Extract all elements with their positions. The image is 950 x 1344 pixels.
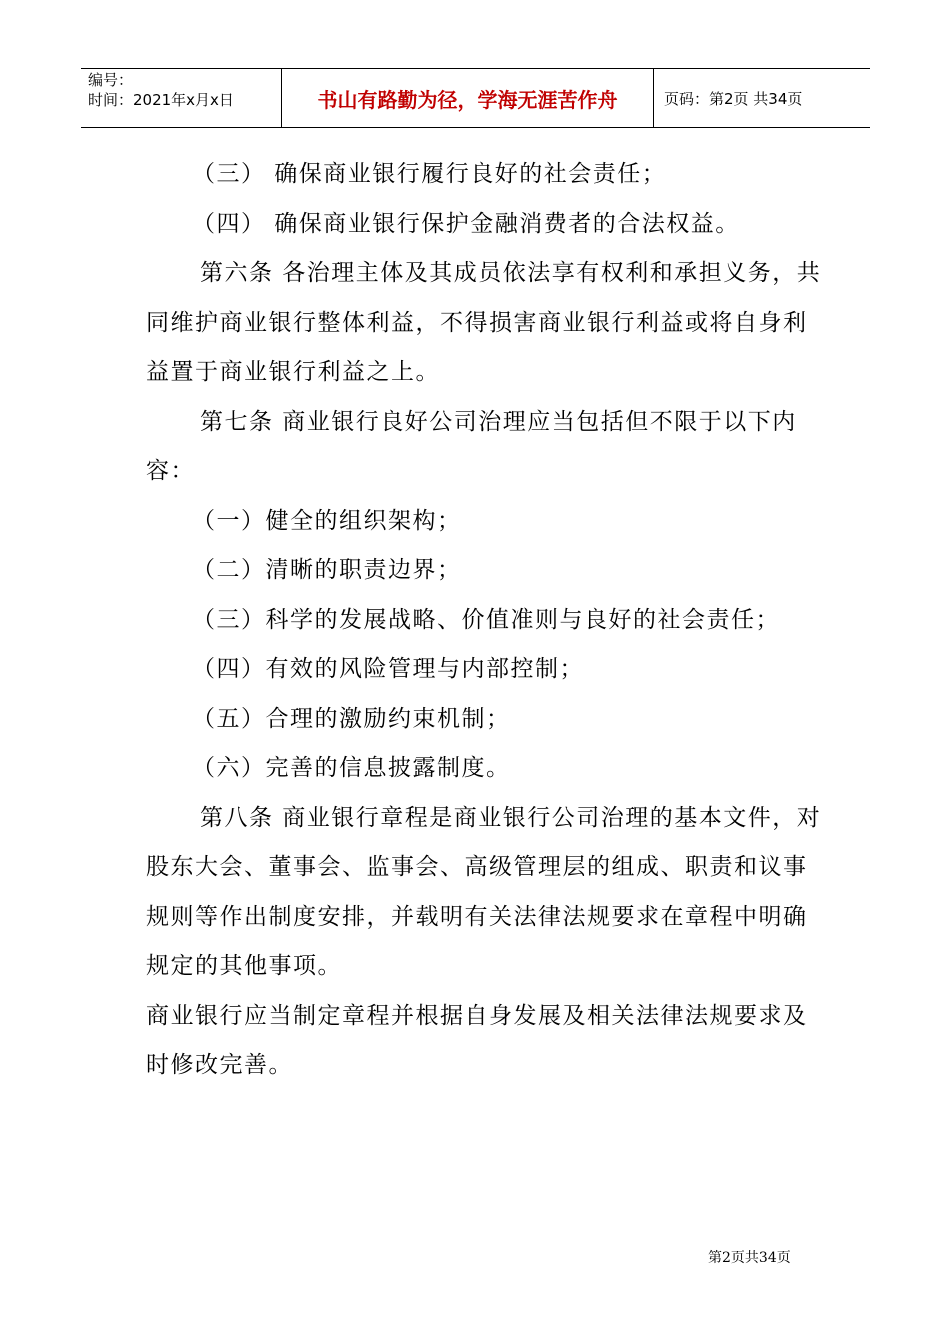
page-header <box>81 68 870 128</box>
header-motto: 书山有路勤为径，学海无涯苦作舟 <box>282 69 654 127</box>
paragraph-item-3: （三）科学的发展战略、价值准则与良好的社会责任； <box>192 606 780 633</box>
paragraph-item-4: （四）有效的风险管理与内部控制； <box>192 656 584 682</box>
code-label: 编号： <box>88 71 134 89</box>
paragraph-article-6: 第六条 各治理主体及其成员依法享有权利和承担义务，共同维护商业银行整体利益，不得损害商业银行利益或将自身利益置于商业银行利益之上。 <box>146 260 822 385</box>
paragraph-item-2: （二）清晰的职责边界； <box>192 557 462 583</box>
document-body <box>146 150 826 1091</box>
header-meta <box>81 69 282 127</box>
header-page-label: 页码：第2页 共34页 <box>664 89 803 108</box>
paragraph-item-6: （六）完善的信息披露制度。 <box>192 755 511 781</box>
page-footer: 第2页共34页 <box>708 1250 791 1266</box>
paragraph-item-4a: （四） 确保商业银行保护金融消费者的合法权益。 <box>192 210 740 237</box>
paragraph-item-5: （五）合理的激励约束机制； <box>192 705 511 732</box>
paragraph-item-3a: （三） 确保商业银行履行良好的社会责任； <box>192 161 667 187</box>
paragraph-item-1: （一）健全的组织架构； <box>192 507 462 534</box>
paragraph-charter-revision: 商业银行应当制定章程并根据自身发展及相关法律法规要求及时修改完善。 <box>146 1002 808 1078</box>
paragraph-article-7: 第七条 商业银行良好公司治理应当包括但不限于以下内容： <box>146 408 797 484</box>
time-label: 时间：2021年x月x日 <box>88 91 234 109</box>
paragraph-article-8: 第八条 商业银行章程是商业银行公司治理的基本文件，对股东大会、董事会、监事会、高级管理层的组成、职责和议事规则等作出制度安排，并载明有关法律法规要求在章程中明确规定的其他事项。 <box>146 804 822 979</box>
